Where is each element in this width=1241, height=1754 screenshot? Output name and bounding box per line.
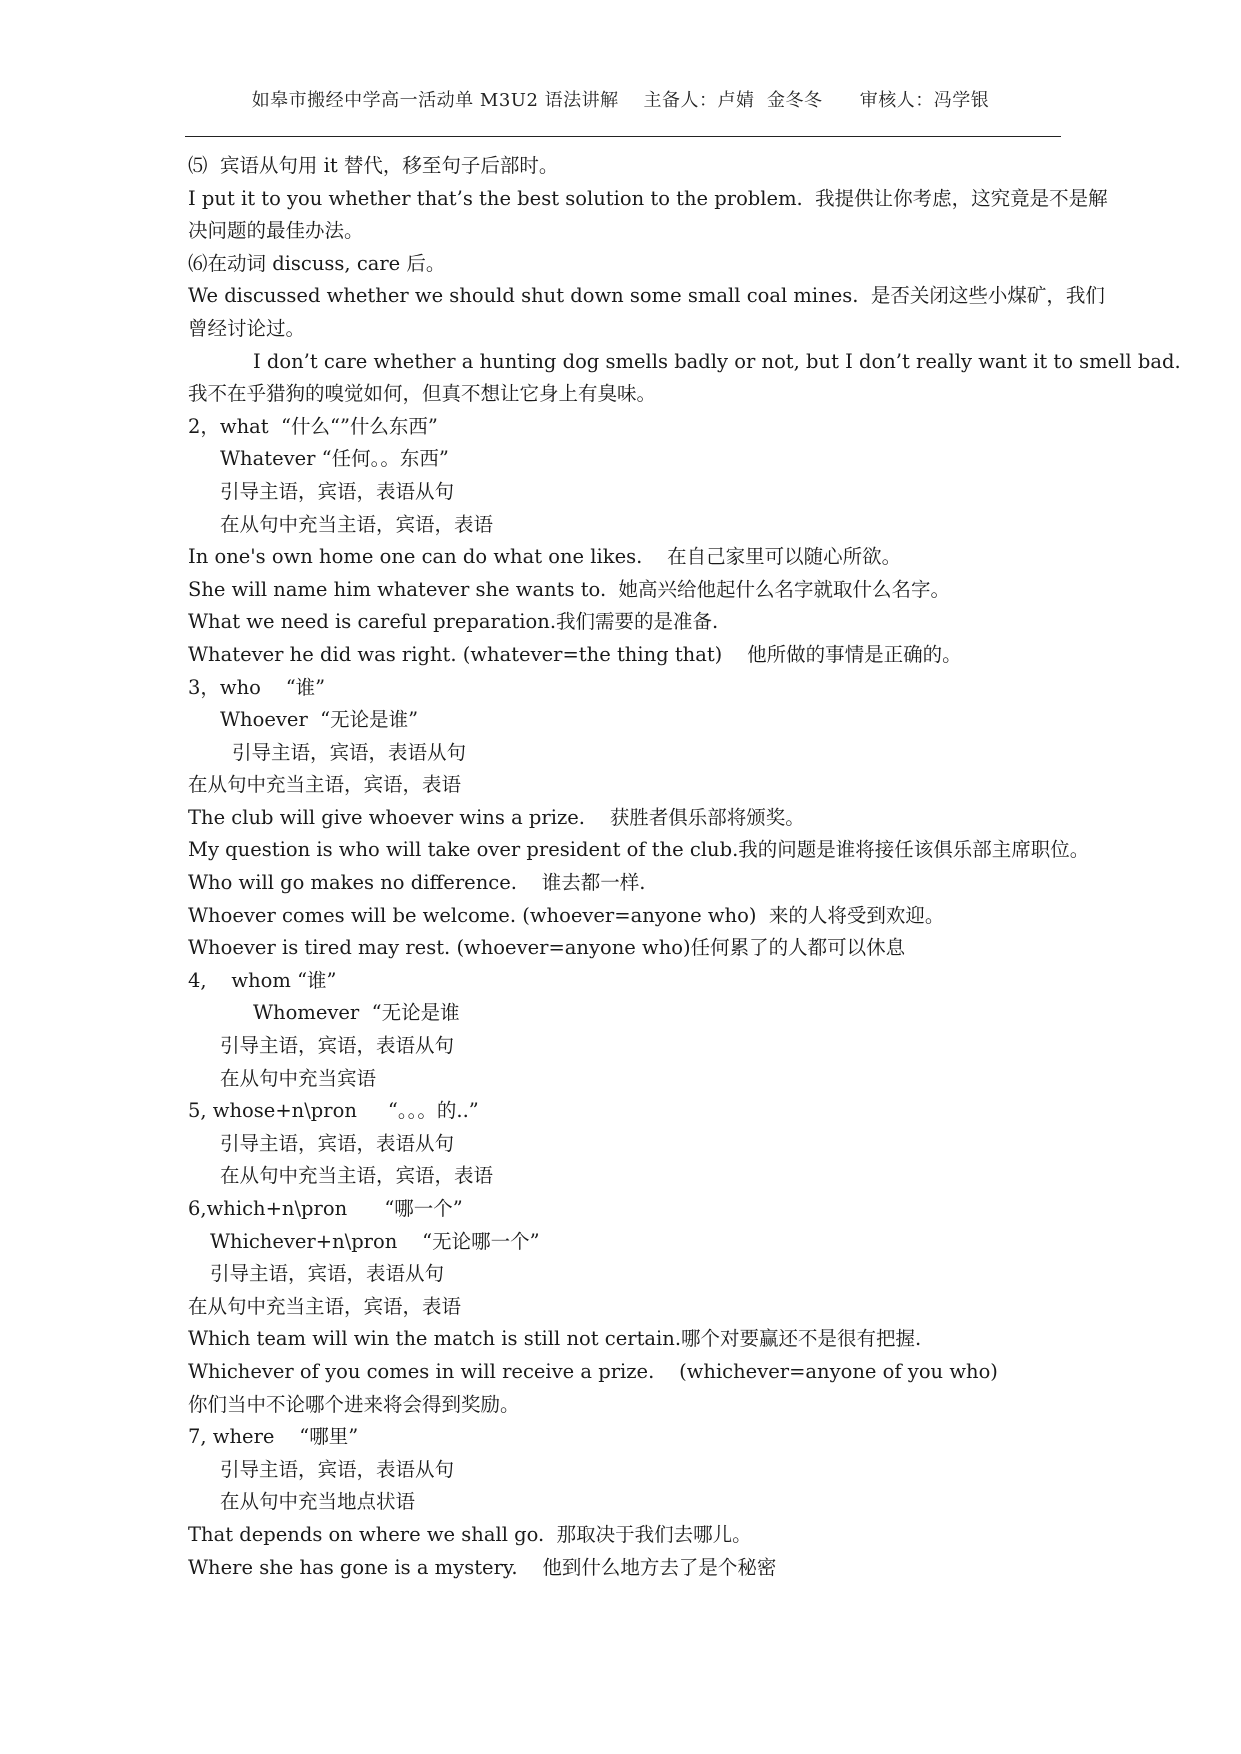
text-line: 在从句中充当主语，宾语，表语 [220, 512, 494, 536]
text-line: Whatever “任何。。东西” [220, 447, 449, 471]
text-line: That depends on where we shall go. 那取决于我们去哪儿。 [188, 1522, 752, 1546]
text-line: 引导主语，宾语，表语从句 [220, 1457, 455, 1481]
text-line: She will name him whatever she wants to. 她高兴给他起什么名字就取什么名字。 [188, 577, 951, 601]
text-line: Who will go makes no difference. 谁去都一样. [188, 871, 646, 895]
text-line: 引导主语，宾语，表语从句 [232, 740, 467, 764]
text-line: Whatever he did was right. (whatever=the thing that) 他所做的事情是正确的。 [188, 642, 962, 666]
text-line: Whoever is tired may rest. (whoever=anyone who)任何累了的人都可以休息 [188, 936, 906, 960]
text-line: 引导主语，宾语，表语从句 [220, 1034, 455, 1058]
text-line: 引导主语，宾语，表语从句 [220, 479, 455, 503]
text-line: Whichever of you comes in will receive a prize. (whichever=anyone of you who) [188, 1359, 998, 1383]
text-line: ⑹在动词 discuss, care 后。 [188, 251, 446, 275]
text-line: 我不在乎猎狗的嗅觉如何，但真不想让它身上有臭味。 [188, 382, 657, 406]
text-line: 在从句中充当主语，宾语，表语 [188, 773, 462, 797]
text-line: Whomever “无论是谁 [253, 1001, 460, 1025]
text-line: 2，what “什么“”什么东西” [188, 414, 438, 438]
page-header: 如皋市搬经中学高一活动单 M3U2 语法讲解 主备人：卢婧 金冬冬 审核人：冯学银 [251, 90, 990, 111]
text-line: 你们当中不论哪个进来将会得到奖励。 [188, 1392, 520, 1416]
text-line: What we need is careful preparation.我们需要的是准备. [188, 610, 719, 634]
text-line: 曾经讨论过。 [188, 316, 306, 340]
text-line: 在从句中充当主语，宾语，表语 [188, 1294, 462, 1318]
text-line: I don’t care whether a hunting dog smells badly or not, but I don’t really want it to smell bad. [253, 349, 1181, 373]
text-line: In one's own home one can do what one likes. 在自己家里可以随心所欲。 [188, 545, 902, 569]
text-line: We discussed whether we should shut down some small coal mines. 是否关闭这些小煤矿，我们 [188, 284, 1105, 308]
text-line: 引导主语，宾语，表语从句 [210, 1262, 445, 1286]
text-line: Whoever “无论是谁” [220, 708, 419, 732]
text-line: 4, whom “谁” [188, 968, 337, 992]
text-line: 引导主语，宾语，表语从句 [220, 1131, 455, 1155]
text-line: My question is who will take over president of the club.我的问题是谁将接任该俱乐部主席职位。 [188, 838, 1090, 862]
text-line: I put it to you whether that’s the best solution to the problem. 我提供让你考虑，这究竟是不是解 [188, 186, 1108, 210]
text-line: 5, whose+n\pron “。。。的..” [188, 1099, 479, 1123]
text-line: 在从句中充当宾语 [220, 1066, 377, 1090]
text-line: Which team will win the match is still not certain.哪个对要赢还不是很有把握. [188, 1327, 922, 1351]
text-line: Where she has gone is a mystery. 他到什么地方去了是个秘密 [188, 1555, 777, 1579]
text-line: ⑸ 宾语从句用 it 替代，移至句子后部时。 [188, 154, 559, 177]
text-line: 3，who “谁” [188, 675, 326, 699]
text-line: 7, where “哪里” [188, 1425, 359, 1449]
text-line: 在从句中充当地点状语 [220, 1490, 416, 1514]
text-line: 6,which+n\pron “哪一个” [188, 1197, 463, 1220]
text-line: Whoever comes will be welcome. (whoever=anyone who) 来的人将受到欢迎。 [188, 903, 945, 927]
header-divider [185, 136, 1061, 137]
text-line: Whichever+n\pron “无论哪一个” [210, 1229, 540, 1253]
document-body [188, 150, 1181, 1584]
text-line: The club will give whoever wins a prize. 获胜者俱乐部将颁奖。 [188, 805, 805, 829]
text-line: 决问题的最佳办法。 [188, 219, 364, 243]
text-line: 在从句中充当主语，宾语，表语 [220, 1164, 494, 1188]
